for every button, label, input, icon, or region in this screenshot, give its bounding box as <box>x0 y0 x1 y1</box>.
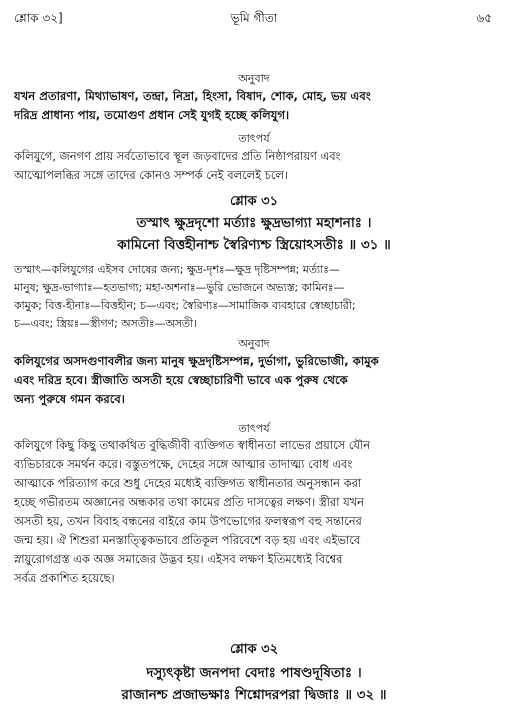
text-line: কলিযুগের অসদগুণাবলীর জন্য মানুষ ক্ষুদ্রদৃষ্টিসম্পন্ন, দুর্ভাগা, ভুরিভোজী, কামুক <box>14 354 379 368</box>
verse-heading: শ্লোক ৩২ <box>229 642 279 657</box>
purport-label: তাৎপর্য <box>238 132 270 145</box>
text-line: যখন প্রতারণা, মিথ্যাভাষণ, তন্দ্রা, নিদ্রা, হিংসা, বিষাদ, শোক, মোহ, ভয় এবং <box>14 89 371 103</box>
text-line: জন্ম হয়। ঐ শিশুরা মনস্তাত্ত্বিকভাবে প্রতিকূল পরিবেশে বড় হয় এবং এইভাবে <box>14 533 361 547</box>
text-line: আত্মোপলব্ধির সঙ্গে তাদের কোনও সম্পর্ক নেই বললেই চলে। <box>14 168 288 182</box>
synonym-line: মানুষ; ক্ষুদ্র-ভাগ্যাঃ—হতভাগ্য; মহা-অশনাঃ—ভুরি ভোজনে অভ্যস্ত; কামিনঃ— <box>14 281 345 294</box>
running-header <box>14 10 494 30</box>
verse-line: কামিনো বিত্তহীনাশ্চ স্বৈরিণ্যশ্চ স্ত্রিয়োঽসতীঃ ॥ ৩১ ॥ <box>117 237 391 253</box>
text-line: অন্য পুরুষে গমন করবে। <box>14 392 125 406</box>
text-line: কলিযুগে, জনগণ প্রায় সর্বতোভাবে স্থূল জড়বাদের প্রতি নিষ্ঠাপরায়ণ এবং <box>14 149 341 163</box>
purport-text <box>14 147 494 185</box>
verse-line: তস্মাৎ ক্ষুদ্রদৃশো মর্ত্যাঃ ক্ষুদ্রভাগ্যা মহাশনাঃ । <box>136 215 372 231</box>
sanskrit-verse <box>14 662 494 706</box>
text-line: দরিদ্র প্রাধান্য পায়, তমোগুণ প্রধান সেই যুগই হচ্ছে কলিযুগ। <box>14 108 290 122</box>
text-line: ব্যভিচারকে সমর্থন করে। বস্তুতপক্ষে, দেহের সঙ্গে আত্মার তাদাত্ম্য বোধ এবং <box>14 457 353 471</box>
text-line: কলিযুগে কিছু কিছু তথাকথিত বুদ্ধিজীবী ব্যক্তিগত স্বাধীনতা লাভের প্রয়াসে যৌন <box>14 438 371 452</box>
word-for-word <box>14 261 494 333</box>
synonym-line: কামুক; বিত্ত-হীনাঃ—বিত্তহীন; চ—এবং; স্বৈরিণ্যঃ—সামাজিক ব্যবহারে স্বেচ্ছাচারী; <box>14 299 356 312</box>
translation-label: অনুবাদ <box>238 72 270 85</box>
header-verse-ref: শ্লোক ৩২] <box>14 11 63 25</box>
verse-heading: শ্লোক ৩১ <box>229 194 279 209</box>
book-page <box>14 10 494 715</box>
text-line: স্নায়ুরোগগ্রস্ত এক অজ্ঞ সমাজের উদ্ভব হয়। এইসব লক্ষণ ইতিমধ্যেই বিশ্বের <box>14 552 343 566</box>
header-book-title: ভূমি গীতা <box>230 11 278 25</box>
text-line: হচ্ছে গভীরতম অজ্ঞানের অন্ধকার তথা কামের প্রতি দাসত্বের লক্ষণ। স্ত্রীরা যখন <box>14 495 364 509</box>
sanskrit-verse <box>14 212 494 256</box>
synonym-line: তস্মাৎ—কলিযুগের এইসব দোষের জন্য; ক্ষুদ্র-দৃশঃ—ক্ষুদ্র দৃষ্টিসম্পন্ন; মর্ত্যাঃ— <box>14 263 340 276</box>
synonym-line: চ—এবং; স্ত্রিয়ঃ—স্ত্রীগণ; অসতীঃ—অসতী। <box>14 317 197 330</box>
purport-label: তাৎপর্য <box>238 422 270 435</box>
text-line: সর্বত্র প্রকাশিত হয়েছে। <box>14 571 115 585</box>
text-line: এবং দরিদ্র হবে। স্ত্রীজাতি অসতী হয়ে স্বেচ্ছাচারিণী ভাবে এক পুরুষ থেকে <box>14 373 348 387</box>
translation-label: অনুবাদ <box>238 337 270 350</box>
verse-line: রাজানশ্চ প্রজাভক্ষাঃ শিশ্নোদরপরা দ্বিজাঃ ॥ ৩২ ॥ <box>121 687 387 703</box>
purport-text <box>14 436 494 588</box>
verse-line: দস্যুৎকৃষ্টা জনপদা বেদাঃ পাষণ্ডদূষিতাঃ । <box>146 665 362 681</box>
text-line: অসতী হয়, তখন বিবাহ বন্ধনের বাইরে কাম উপভোগের ফলস্বরূপ বহু সন্তানের <box>14 514 362 528</box>
translation-text <box>14 87 494 125</box>
translation-text <box>14 352 494 409</box>
page-number: ৬৫ <box>476 11 492 25</box>
text-line: আত্মাকে পরিত্যাগ করে শুধু দেহের মধ্যেই ব্যক্তিগত স্বাধীনতার অনুসন্ধান করা <box>14 476 362 490</box>
